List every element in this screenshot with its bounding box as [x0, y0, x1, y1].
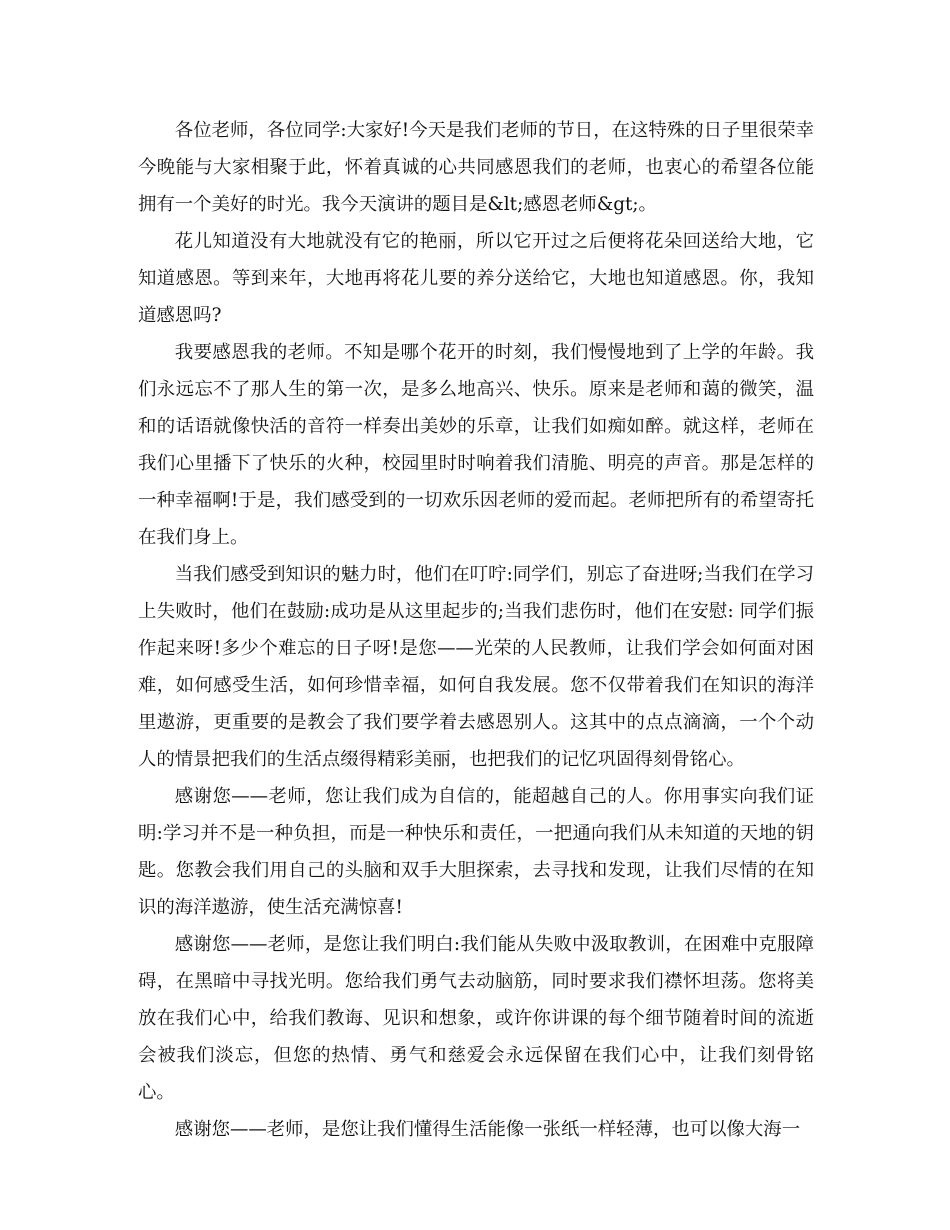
paragraph-7: 感谢您——老师，是您让我们懂得生活能像一张纸一样轻薄，也可以像大海一: [174, 1119, 801, 1140]
paragraph-4: 当我们感受到知识的魅力时，他们在叮咛:同学们，别忘了奋进呀;当我们在学习上失败时，他们在鼓励:成功是从这里起步的;当我们悲伤时，他们在安慰: 同学们振作起来呀!多少个难忘的日子呀!是您——光荣的人民教师，让我们学会如何面对困难，如何感受生活，如何珍惜幸福，如何自我发展。您不仅带着我们在知识的海洋里遨游，更重要的是教会了我们要学着去感恩别人。这其中的点点滴滴，一个个动人的情景把我们的生活点缀得精彩美丽，也把我们的记忆巩固得刻骨铭心。: [138, 564, 814, 770]
paragraph-1: 各位老师，各位同学:大家好!今天是我们老师的节日，在这特殊的日子里很荣幸今晚能与大家相聚于此，怀着真诚的心共同感恩我们的老师，也衷心的希望各位能拥有一个美好的时光。我今天演讲的题目是&lt;感恩老师&gt;。: [138, 120, 814, 215]
paragraph-6: 感谢您——老师，是您让我们明白:我们能从失败中汲取教训，在困难中克服障碍，在黑暗中寻找光明。您给我们勇气去动脑筋，同时要求我们襟怀坦荡。您将美放在我们心中，给我们教诲、见识和想象，或许你讲课的每个细节随着时间的流逝会被我们淡忘，但您的热情、勇气和慈爱会永远保留在我们心中，让我们刻骨铭心。: [138, 934, 814, 1103]
paragraph-2: 花儿知道没有大地就没有它的艳丽，所以它开过之后便将花朵回送给大地，它知道感恩。等到来年，大地再将花儿要的养分送给它，大地也知道感恩。你，我知道感恩吗?: [138, 231, 814, 326]
document-body: [138, 112, 814, 1148]
paragraph-5: 感谢您——老师，您让我们成为自信的，能超越自己的人。你用事实向我们证明:学习并不是一种负担，而是一种快乐和责任，一把通向我们从未知道的天地的钥匙。您教会我们用自己的头脑和双手大胆探索，去寻找和发现，让我们尽情的在知识的海洋遨游，使生活充满惊喜!: [138, 786, 814, 918]
paragraph-3: 我要感恩我的老师。不知是哪个花开的时刻，我们慢慢地到了上学的年龄。我们永远忘不了那人生的第一次，是多么地高兴、快乐。原来是老师和蔼的微笑，温和的话语就像快活的音符一样奏出美妙的乐章，让我们如痴如醉。就这样，老师在我们心里播下了快乐的火种，校园里时时响着我们清脆、明亮的声音。那是怎样的一种幸福啊!于是，我们感受到的一切欢乐因老师的爱而起。老师把所有的希望寄托在我们身上。: [138, 342, 814, 548]
